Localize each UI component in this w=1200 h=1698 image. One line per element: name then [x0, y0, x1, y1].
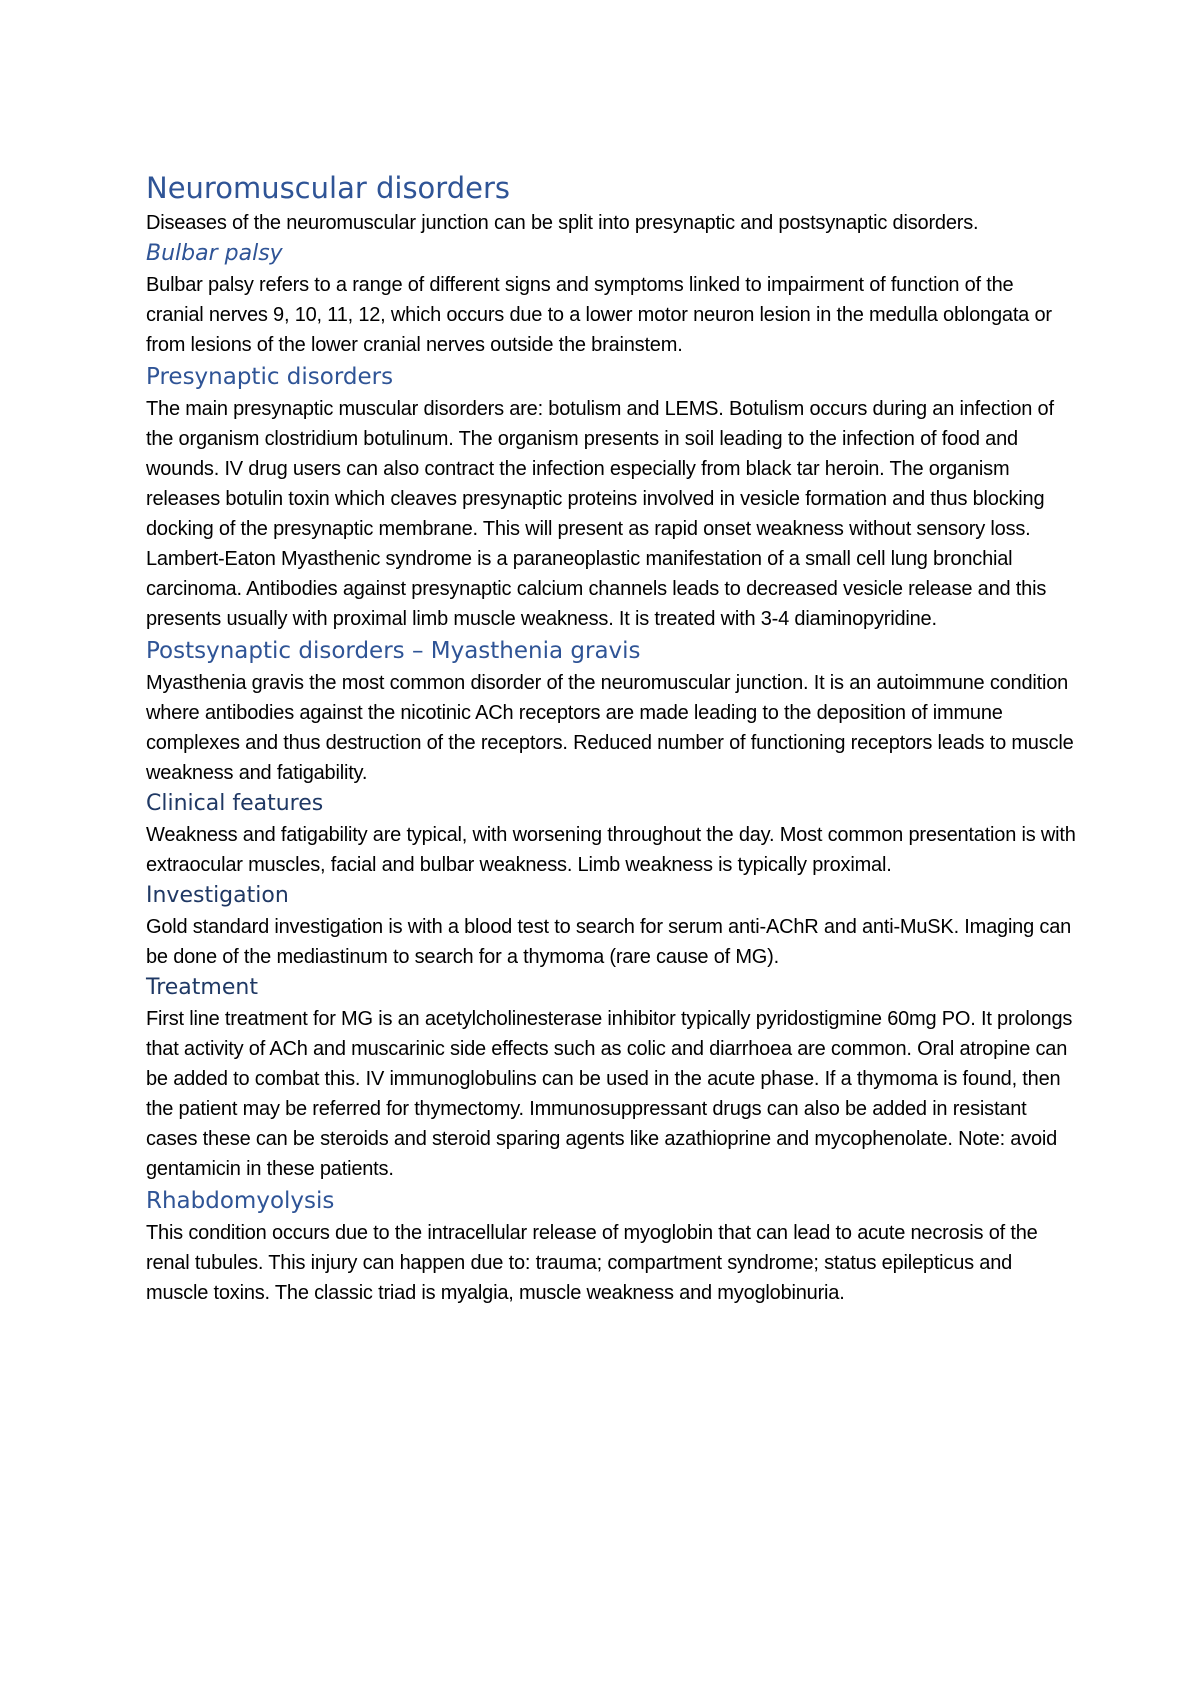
section-heading-clinical-features: Clinical features	[146, 791, 324, 816]
document-page	[146, 168, 1076, 1308]
section-heading-investigation: Investigation	[146, 883, 289, 908]
section-heading-presynaptic: Presynaptic disorders	[146, 364, 394, 390]
bulbar-palsy-paragraph: Bulbar palsy refers to a range of different signs and symptoms linked to impairment of function of the cranial nerves 9, 10, 11, 12, which occurs due to a lower motor neuron lesion in the medulla oblongata or from lesions of the lower cranial nerves outside the brainstem.	[146, 274, 1052, 356]
document-title: Neuromuscular disorders	[146, 171, 510, 205]
postsynaptic-paragraph: Myasthenia gravis the most common disorder of the neuromuscular junction. It is an autoimmune condition where antibodies against the nicotinic ACh receptors are made leading to the deposition of immune complexes and thus destruction of the receptors. Reduced number of functioning receptors leads to muscle weakness and fatigability.	[146, 672, 1074, 784]
presynaptic-paragraph-1: The main presynaptic muscular disorders are: botulism and LEMS. Botulism occurs during an infection of the organism clostridium botulinum. The organism presents in soil leading to the infection of food and wounds. IV drug users can also contract the infection especially from black tar heroin. The organism releases botulin toxin which cleaves presynaptic proteins involved in vesicle formation and thus blocking docking of the presynaptic membrane. This will present as rapid onset weakness without sensory loss.	[146, 398, 1054, 540]
rhabdomyolysis-paragraph: This condition occurs due to the intracellular release of myoglobin that can lead to acute necrosis of the renal tubules. This injury can happen due to: trauma; compartment syndrome; status epilepticus and muscle toxins. The classic triad is myalgia, muscle weakness and myoglobinuria.	[146, 1222, 1038, 1304]
presynaptic-paragraph-2: Lambert-Eaton Myasthenic syndrome is a paraneoplastic manifestation of a small cell lung bronchial carcinoma. Antibodies against presynaptic calcium channels leads to decreased vesicle release and this presents usually with proximal limb muscle weakness. It is treated with 3-4 diaminopyridine.	[146, 548, 1047, 630]
section-heading-rhabdomyolysis: Rhabdomyolysis	[146, 1188, 335, 1214]
section-heading-postsynaptic: Postsynaptic disorders – Myasthenia gravis	[146, 638, 641, 664]
intro-paragraph: Diseases of the neuromuscular junction can be split into presynaptic and postsynaptic disorders.	[146, 212, 979, 234]
investigation-paragraph: Gold standard investigation is with a blood test to search for serum anti-AChR and anti-MuSK. Imaging can be done of the mediastinum to search for a thymoma (rare cause of MG).	[146, 916, 1072, 968]
section-heading-treatment: Treatment	[146, 975, 258, 1000]
section-heading-bulbar-palsy: Bulbar palsy	[146, 241, 283, 266]
treatment-paragraph: First line treatment for MG is an acetylcholinesterase inhibitor typically pyridostigmine 60mg PO. It prolongs that activity of ACh and muscarinic side effects such as colic and diarrhoea are common. Oral atropine can be added to combat this. IV immunoglobulins can be used in the acute phase. If a thymoma is found, then the patient may be referred for thymectomy. Immunosuppressant drugs can also be added in resistant cases these can be steroids and steroid sparing agents like azathioprine and mycophenolate. Note: avoid gentamicin in these patients.	[146, 1008, 1073, 1180]
clinical-features-paragraph: Weakness and fatigability are typical, with worsening throughout the day. Most common presentation is with extraocular muscles, facial and bulbar weakness. Limb weakness is typically proximal.	[146, 824, 1076, 876]
